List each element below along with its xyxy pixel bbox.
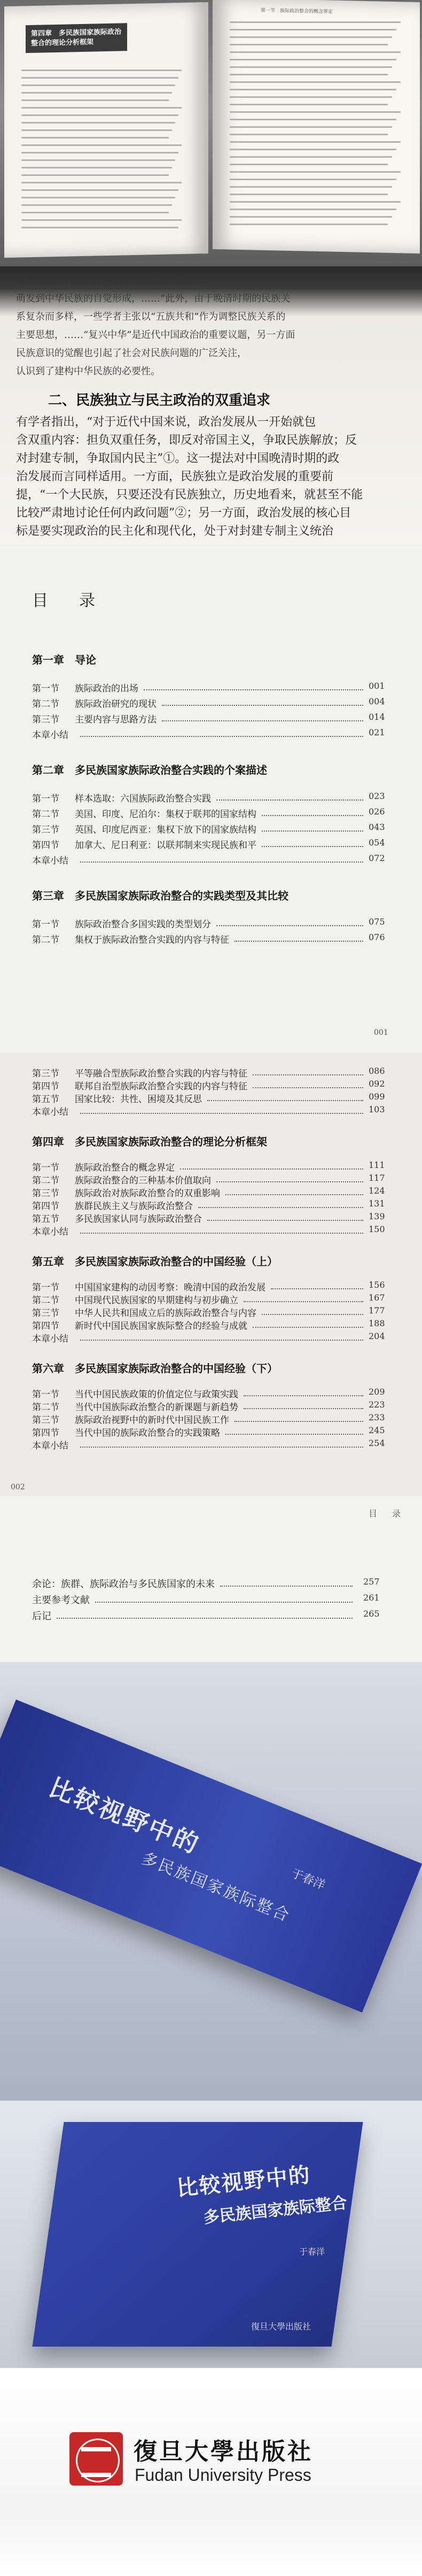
cover-publisher: 復旦大學出版社 <box>251 2321 311 2332</box>
section-title: 族际政治整合的三种基本价值取向 <box>75 1175 211 1186</box>
section-title: 族际政治对族际政治整合的双重影响 <box>75 1188 220 1199</box>
section-title: 当代中国的族际政治整合的实践策略 <box>75 1428 220 1439</box>
page-ref: 021 <box>369 727 385 737</box>
running-head: 第一节 族际政治整合的概念界定 <box>261 7 333 15</box>
page-ref: 223 <box>369 1400 385 1410</box>
text-line: 萌发到中华民族的自觉形成，……”此外，由于晚清时期的民族关 <box>16 293 291 304</box>
page-ref: 103 <box>369 1104 385 1114</box>
page-ref: 167 <box>369 1293 385 1303</box>
section-title: 当代中国民族政策的价值定位与政策实践 <box>75 1389 238 1400</box>
text-line <box>21 204 172 206</box>
text-line <box>21 197 175 198</box>
page-ref: 054 <box>369 837 385 848</box>
section-number: 第一节 <box>32 1282 59 1293</box>
toc-row <box>32 1173 69 1186</box>
leader-dots <box>262 831 363 832</box>
open-book-photo <box>0 0 422 266</box>
section-number: 第四节 <box>32 840 59 851</box>
text-line <box>230 194 388 195</box>
leader-dots <box>198 1207 363 1208</box>
section-title: 中华人民共和国成立后的族际政治整合与内容 <box>75 1308 256 1319</box>
section-title: 平等融合型族际政治整合实践的内容与特征 <box>75 1068 247 1079</box>
text-line <box>21 84 175 86</box>
section-number: 第一节 <box>32 794 59 804</box>
section-title: 族际政治研究的现状 <box>75 699 157 710</box>
text-closeup <box>0 266 422 544</box>
cover-title: 比较视野中的 <box>175 2162 312 2202</box>
page-ref: 204 <box>369 1331 385 1341</box>
text-line <box>230 209 396 210</box>
section-number: 本章小结 <box>32 730 68 741</box>
publisher-name-cn: 復旦大學出版社 <box>134 2438 313 2465</box>
page-ref: 004 <box>369 696 385 706</box>
section-title: 族际政治视野中的新时代中国民族工作 <box>75 1415 229 1426</box>
leader-dots <box>253 1087 363 1088</box>
page-ref: 177 <box>369 1305 385 1316</box>
toc-row <box>32 1224 69 1237</box>
text-line: 民族意识的觉醒也引起了社会对民族问题的广泛关注， <box>16 348 247 359</box>
text-line <box>21 70 182 71</box>
book-spine-photo <box>0 1662 422 2101</box>
leader-dots <box>262 815 363 816</box>
text-line <box>230 36 392 38</box>
text-line <box>230 186 392 188</box>
text-line <box>230 29 396 30</box>
leader-dots <box>262 846 363 847</box>
leader-dots <box>80 1233 363 1234</box>
text-line <box>230 216 392 218</box>
section-title: 多民族国家认同与族际政治整合 <box>75 1214 202 1225</box>
toc-row <box>32 1387 69 1400</box>
page-ref: 075 <box>369 917 385 927</box>
toc-row <box>32 1091 69 1105</box>
toc-page-2 <box>0 1052 422 1496</box>
chapter-heading: 第六章 多民族国家族际政治整合的中国经验（下） <box>32 1362 278 1375</box>
toc-row <box>32 837 69 851</box>
text-line <box>230 81 401 83</box>
book-cover-photo <box>0 2101 422 2368</box>
text-line <box>21 122 175 124</box>
book-cover <box>32 2122 363 2347</box>
text-line <box>230 21 401 23</box>
section-number: 本章小结 <box>32 1227 68 1237</box>
text-line <box>230 224 388 225</box>
chapter-heading: 第四章 多民族国家族际政治整合的理论分析框架 <box>32 1135 267 1148</box>
text-line <box>21 144 182 146</box>
section-number: 第三节 <box>32 714 59 725</box>
publisher-banner <box>0 2368 422 2576</box>
page-ref: 156 <box>369 1280 385 1290</box>
toc-row <box>32 727 69 741</box>
section-number: 第四节 <box>32 1428 59 1439</box>
section-number: 第一节 <box>32 1389 59 1400</box>
section-number: 第二节 <box>32 1175 59 1186</box>
leader-dots <box>235 1421 363 1422</box>
leader-dots <box>207 1100 363 1101</box>
leader-dots <box>80 1340 363 1341</box>
section-title: 集权于族际政治整合实践的内容与特征 <box>75 935 229 945</box>
text-line <box>21 137 169 139</box>
toc-row <box>32 1305 69 1319</box>
section-number: 第五节 <box>32 1094 59 1105</box>
section-title: 族际政治的出场 <box>75 683 138 694</box>
section-title: 主要内容与思路方法 <box>75 714 157 725</box>
page-ref: 023 <box>369 791 385 801</box>
leader-dots <box>271 1288 363 1289</box>
body-line: 比较严肃地讨论任何内政问题”②；另一方面，政治发展的核心目 <box>16 506 351 520</box>
section-number: 第二节 <box>32 1295 59 1306</box>
leader-dots <box>180 1168 363 1170</box>
body-line: 提，“一个大民族，只要还没有民族独立，历史地看来，就甚至不能 <box>16 488 363 502</box>
toc-row <box>32 853 69 866</box>
text-line: 入说“在某种意义上，从中国近代民族意识的 <box>16 275 204 286</box>
page-ref: 026 <box>369 806 385 817</box>
text-line <box>230 59 396 60</box>
section-title: 国家比较：共性、困境及其反思 <box>75 1094 202 1105</box>
section-title: 族群民族主义与族际政治整合 <box>75 1201 193 1212</box>
text-line <box>230 89 396 90</box>
toc-row <box>32 696 69 710</box>
section-number: 第二节 <box>32 699 59 710</box>
toc-row <box>32 1104 69 1118</box>
page-ref: 072 <box>369 853 385 863</box>
section-number: 第三节 <box>32 1308 59 1319</box>
leader-dots <box>225 1194 363 1195</box>
leader-dots <box>216 799 363 801</box>
section-number: 第一节 <box>32 683 59 694</box>
page-ref: 188 <box>369 1318 385 1328</box>
section-number: 本章小结 <box>32 1441 68 1451</box>
book-author: 于春洋 <box>289 1866 327 1893</box>
text-line <box>230 179 396 180</box>
section-subheading: 二、民族独立与民主政治的双重追求 <box>48 393 271 409</box>
toc-row <box>32 1412 69 1426</box>
toc-page-1 <box>0 544 422 1052</box>
text-line <box>230 164 388 165</box>
section-number: 第四节 <box>32 1081 59 1092</box>
text-line: 主要思想，……“复兴中华”是近代中国政治的重要议题，另一方面 <box>16 329 295 341</box>
section-number: 第三节 <box>32 825 59 835</box>
page-ref: 099 <box>369 1091 385 1102</box>
text-line <box>230 149 396 150</box>
leader-dots <box>253 1074 363 1075</box>
page-ref: 014 <box>369 712 385 722</box>
section-number: 第二节 <box>32 809 59 820</box>
page-ref: 043 <box>369 822 385 832</box>
leader-dots <box>216 1181 363 1182</box>
toc-row <box>32 1331 69 1344</box>
text-line <box>21 107 182 109</box>
section-title: 中国现代民族国家的早期建构与初步确立 <box>75 1295 238 1306</box>
toc-row <box>32 1293 69 1306</box>
section-title: 族际政治整合的概念界定 <box>75 1163 175 1173</box>
section-number: 第四节 <box>32 1321 59 1332</box>
leader-dots <box>244 1301 363 1302</box>
section-title: 中国国家建构的动因考察：晚清中国的政治发展 <box>75 1282 265 1293</box>
toc-row <box>32 1400 69 1413</box>
leader-dots <box>207 1220 363 1221</box>
toc-row <box>32 791 69 804</box>
page-ref: 111 <box>369 1160 385 1170</box>
text-line <box>21 129 172 131</box>
leader-dots <box>95 1602 353 1603</box>
toc-row <box>32 1318 69 1332</box>
text-line <box>21 174 169 176</box>
section-number: 本章小结 <box>32 856 68 866</box>
toc-row <box>32 822 69 835</box>
text-line <box>230 111 401 113</box>
text-line <box>230 126 392 128</box>
leader-dots <box>162 720 363 721</box>
toc-row <box>32 1280 69 1293</box>
cover-subtitle: 多民族国家族际整合 <box>202 2193 348 2227</box>
section-title: 美国、印度、尼泊尔：集权于联邦的国家结构 <box>75 809 256 820</box>
page-ref: 076 <box>369 932 385 942</box>
section-title: 英国、印度尼西亚：集权下放下的国家族结构 <box>75 825 256 835</box>
body-line: 对封建专制，争取国内民主”①。这一提法对中国晚清时期的政 <box>16 452 340 465</box>
page-ref: 117 <box>369 1173 385 1183</box>
page-ref: 139 <box>369 1211 385 1221</box>
toc-entry: 余论：族群、族际政治与多民族国家的未来 <box>32 1579 215 1590</box>
toc-row <box>32 1211 69 1225</box>
text-line <box>230 74 388 75</box>
leader-dots <box>144 689 363 690</box>
book-title: 比较视野中的 <box>44 1772 205 1860</box>
section-number: 第三节 <box>32 1188 59 1199</box>
toc-title: 目 录 <box>32 591 103 610</box>
chapter-heading: 第二章 多民族国家族际政治整合实践的个案描述 <box>32 764 267 776</box>
chapter-heading: 第四章 多民族国家族际政治整合的理论分析框架 <box>26 23 127 53</box>
text-line <box>230 171 401 173</box>
section-number: 本章小结 <box>32 1107 68 1118</box>
cover-author: 于春洋 <box>299 2247 325 2257</box>
page-ref: 209 <box>369 1387 385 1397</box>
section-title: 联邦自治型族际政治整合实践的内容与特征 <box>75 1081 247 1092</box>
text-line <box>21 99 169 101</box>
text-line <box>21 114 178 116</box>
text-line <box>21 152 178 153</box>
page-ref: 257 <box>363 1577 380 1587</box>
toc-page-3 <box>0 1496 422 1662</box>
toc-entry: 后记 <box>32 1611 51 1622</box>
toc-entry: 主要参考文献 <box>32 1595 90 1606</box>
toc-row <box>32 806 69 820</box>
book-subtitle: 多民族国家族际整合 <box>138 1849 293 1926</box>
toc-row <box>32 917 69 930</box>
text-line <box>230 156 392 158</box>
text-line <box>230 66 392 68</box>
toc-row <box>32 1160 69 1173</box>
leader-dots <box>57 1618 353 1619</box>
text-line <box>21 189 178 191</box>
text-line <box>21 182 182 183</box>
publisher-seal-icon <box>69 2432 123 2486</box>
body-line: 治发展而言同样适用。一方面，民族独立是政治发展的重要前 <box>16 470 334 483</box>
section-number: 第一节 <box>32 919 59 930</box>
leader-dots <box>244 1395 363 1396</box>
body-line: 有学者指出，“对于近代中国来说，政治发展从一开始就包 <box>16 416 316 429</box>
section-number: 第三节 <box>32 1415 59 1426</box>
leader-dots <box>80 736 363 737</box>
text-line: 认识到了建构中华民族的必要性。 <box>16 366 160 377</box>
leader-dots <box>80 1113 363 1114</box>
text-line <box>230 134 388 135</box>
text-line <box>21 212 169 213</box>
chapter-heading: 第一章 导论 <box>32 653 96 666</box>
section-number: 第二节 <box>32 1402 59 1413</box>
leader-dots <box>220 1586 353 1587</box>
publisher-name-en: Fudan University Press <box>135 2465 311 2485</box>
leader-dots <box>225 1434 363 1435</box>
leader-dots <box>235 941 363 942</box>
text-line: 系复杂而多样，一些学者主张以“五族共和”作为调整民族关系的 <box>16 311 286 322</box>
toc-row <box>32 1198 69 1212</box>
leader-dots <box>244 1408 363 1409</box>
page-ref: 124 <box>369 1186 385 1196</box>
page-ref: 245 <box>369 1425 385 1435</box>
chapter-heading: 第五章 多民族国家族际政治整合的中国经验（上） <box>32 1255 278 1268</box>
page-ref: 092 <box>369 1079 385 1089</box>
page-ref: 131 <box>369 1198 385 1209</box>
page-ref: 254 <box>369 1438 385 1448</box>
text-line <box>230 51 401 53</box>
leader-dots <box>262 1314 363 1315</box>
body-line: 含双重内容：担负双重任务，即反对帝国主义，争取民族解放；反 <box>16 434 357 447</box>
text-line <box>21 77 178 79</box>
text-line <box>230 141 401 143</box>
section-title: 加拿大、尼日利亚：以联邦制来实现民族和平 <box>75 840 256 851</box>
toc-row <box>32 681 69 694</box>
text-line <box>21 167 172 168</box>
toc-row <box>32 712 69 725</box>
leader-dots <box>80 1447 363 1448</box>
text-line <box>21 92 172 94</box>
page-number: 001 <box>374 1028 388 1037</box>
section-number: 第二节 <box>32 935 59 945</box>
page-ref: 001 <box>369 681 385 691</box>
body-line: 标是要实现政治的民主化和现代化，处于对封建专制主义统治 <box>16 525 334 538</box>
text-line <box>230 104 388 105</box>
leader-dots <box>253 1327 363 1328</box>
text-line <box>21 227 178 228</box>
page-ref: 150 <box>369 1224 385 1234</box>
text-line <box>230 44 388 45</box>
toc-row <box>32 1066 69 1079</box>
section-number: 第四节 <box>32 1201 59 1212</box>
section-number: 第一节 <box>32 1163 59 1173</box>
section-number: 本章小结 <box>32 1334 68 1344</box>
page-ref: 265 <box>363 1609 380 1619</box>
text-line <box>21 219 182 221</box>
text-line <box>230 96 392 98</box>
toc-row <box>32 1438 69 1451</box>
section-title: 新时代中国民族国家族际整合的经验与成就 <box>75 1321 247 1332</box>
section-title: 当代中国族际政治整合的新课题与新趋势 <box>75 1402 238 1413</box>
section-number: 第五节 <box>32 1214 59 1225</box>
section-number: 第三节 <box>32 1068 59 1079</box>
book-spine <box>0 1700 422 2012</box>
chapter-heading: 第三章 多民族国家族际政治整合的实践类型及其比较 <box>32 889 288 902</box>
page-ref: 086 <box>369 1066 385 1076</box>
page-ref: 233 <box>369 1412 385 1422</box>
toc-row <box>32 1186 69 1199</box>
leader-dots <box>216 925 363 926</box>
leader-dots <box>80 862 363 863</box>
running-head: 目 录 <box>369 1509 404 1519</box>
section-title: 族际政治整合多国实践的类型划分 <box>75 919 211 930</box>
toc-row <box>32 1425 69 1439</box>
page-number: 002 <box>11 1483 25 1491</box>
leader-dots <box>162 705 363 706</box>
section-title: 样本选取：六国族际政治整合实践 <box>75 794 211 804</box>
text-line <box>230 119 396 120</box>
toc-row <box>32 1079 69 1092</box>
page-ref: 261 <box>363 1593 380 1603</box>
text-line <box>230 201 401 203</box>
text-line <box>21 159 175 161</box>
toc-row <box>32 932 69 945</box>
